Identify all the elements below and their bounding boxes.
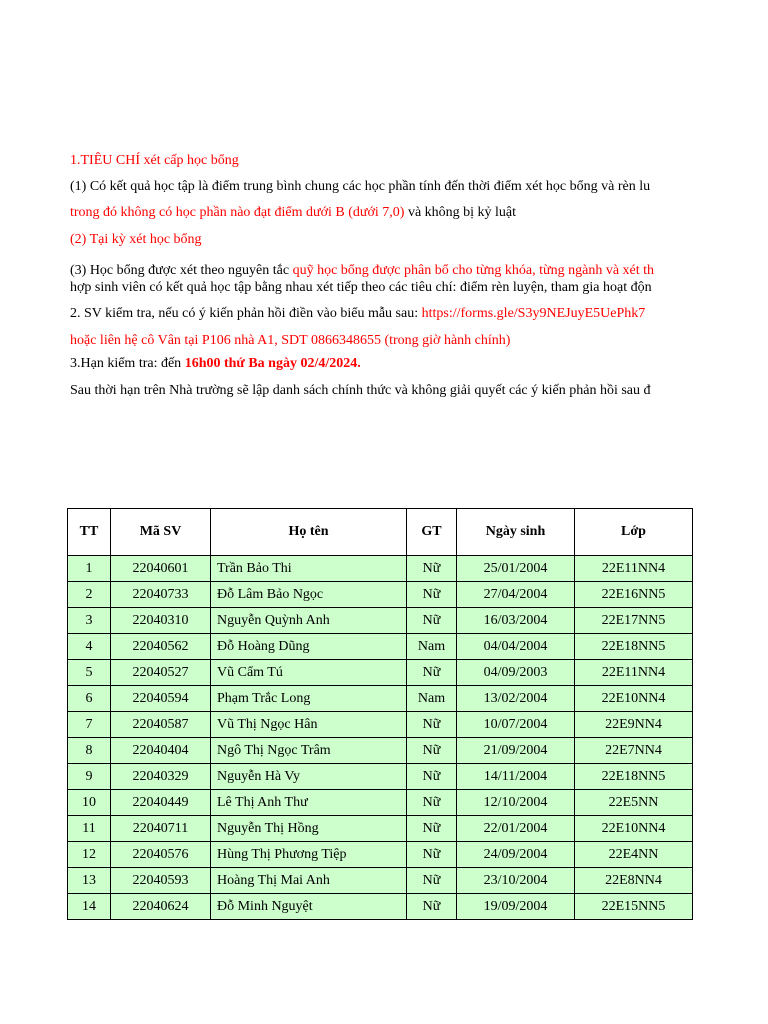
cell-full-name: Nguyễn Hà Vy (211, 764, 407, 790)
cell-student-id: 22040576 (111, 842, 211, 868)
cell-class: 22E10NN4 (575, 686, 693, 712)
criterion-3-prefix: (3) Học bổng được xét theo nguyên tắc (70, 263, 293, 278)
table-header-row (68, 509, 693, 556)
cell-full-name: Lê Thị Anh Thư (211, 790, 407, 816)
feedback-line (70, 305, 692, 322)
cell-gender: Nữ (407, 816, 457, 842)
student-table (67, 508, 693, 920)
cell-tt: 9 (68, 764, 111, 790)
cell-tt: 11 (68, 816, 111, 842)
feedback-form-link[interactable]: https://forms.gle/S3y9NEJuyE5UePhk7 (421, 306, 646, 321)
cell-full-name: Phạm Trắc Long (211, 686, 407, 712)
cell-full-name: Nguyễn Thị Hồng (211, 816, 407, 842)
criterion-1-text: (1) Có kết quả học tập là điểm trung bình chung các học phần tính đến thời điểm xét học bổng và rèn lu (70, 179, 651, 194)
cell-birth-date: 10/07/2004 (457, 712, 575, 738)
cell-full-name: Đỗ Hoàng Dũng (211, 634, 407, 660)
table-row (68, 686, 693, 712)
cell-birth-date: 16/03/2004 (457, 608, 575, 634)
cell-class: 22E7NN4 (575, 738, 693, 764)
cell-student-id: 22040594 (111, 686, 211, 712)
cell-birth-date: 23/10/2004 (457, 868, 575, 894)
cell-student-id: 22040310 (111, 608, 211, 634)
cell-tt: 2 (68, 582, 111, 608)
cell-student-id: 22040449 (111, 790, 211, 816)
cell-full-name: Vũ Thị Ngọc Hân (211, 712, 407, 738)
cell-class: 22E17NN5 (575, 608, 693, 634)
cell-full-name: Ngô Thị Ngọc Trâm (211, 738, 407, 764)
table-row (68, 790, 693, 816)
cell-student-id: 22040329 (111, 764, 211, 790)
cell-tt: 14 (68, 894, 111, 920)
cell-full-name: Vũ Cẩm Tú (211, 660, 407, 686)
cell-birth-date: 25/01/2004 (457, 556, 575, 582)
cell-student-id: 22040711 (111, 816, 211, 842)
cell-class: 22E8NN4 (575, 868, 693, 894)
table-row (68, 608, 693, 634)
header-birth-date: Ngày sinh (457, 509, 575, 556)
cell-class: 22E15NN5 (575, 894, 693, 920)
cell-class: 22E9NN4 (575, 712, 693, 738)
cell-tt: 6 (68, 686, 111, 712)
cell-full-name: Nguyễn Quỳnh Anh (211, 608, 407, 634)
cell-student-id: 22040587 (111, 712, 211, 738)
header-full-name: Họ tên (211, 509, 407, 556)
cell-student-id: 22040601 (111, 556, 211, 582)
cell-class: 22E4NN (575, 842, 693, 868)
cell-class: 22E11NN4 (575, 660, 693, 686)
feedback-prefix: 2. SV kiểm tra, nếu có ý kiến phản hồi điền vào biểu mẫu sau: (70, 306, 422, 321)
cell-birth-date: 27/04/2004 (457, 582, 575, 608)
cell-class: 22E11NN4 (575, 556, 693, 582)
cell-student-id: 22040527 (111, 660, 211, 686)
cell-class: 22E16NN5 (575, 582, 693, 608)
cell-gender: Nam (407, 686, 457, 712)
cell-tt: 4 (68, 634, 111, 660)
cell-student-id: 22040404 (111, 738, 211, 764)
criterion-3-line-2: hợp sinh viên có kết quả học tập bằng nhau xét tiếp theo các tiêu chí: điểm rèn luyện, tham gia hoạt độn (70, 280, 652, 295)
cell-gender: Nữ (407, 842, 457, 868)
criterion-2-text: (2) Tại kỳ xét học bổng (70, 232, 202, 247)
cell-gender: Nữ (407, 712, 457, 738)
cell-tt: 13 (68, 868, 111, 894)
cell-full-name: Hùng Thị Phương Tiệp (211, 842, 407, 868)
cell-student-id: 22040624 (111, 894, 211, 920)
table-row (68, 738, 693, 764)
criterion-1-discipline: và không bị kỷ luật (404, 205, 517, 220)
cell-tt: 8 (68, 738, 111, 764)
header-tt: TT (68, 509, 111, 556)
cell-birth-date: 19/09/2004 (457, 894, 575, 920)
table-row (68, 816, 693, 842)
header-class: Lớp (575, 509, 693, 556)
scholarship-notice (0, 0, 768, 420)
table-row (68, 842, 693, 868)
cell-student-id: 22040593 (111, 868, 211, 894)
cell-class: 22E5NN (575, 790, 693, 816)
table-row (68, 712, 693, 738)
cell-tt: 5 (68, 660, 111, 686)
cell-birth-date: 21/09/2004 (457, 738, 575, 764)
table-row (68, 764, 693, 790)
cell-full-name: Đỗ Lâm Bảo Ngọc (211, 582, 407, 608)
cell-birth-date: 24/09/2004 (457, 842, 575, 868)
cell-gender: Nữ (407, 894, 457, 920)
cell-tt: 10 (68, 790, 111, 816)
cell-tt: 3 (68, 608, 111, 634)
contact-line: hoặc liên hệ cô Vân tại P106 nhà A1, SDT 0866348655 (trong giờ hành chính) (70, 333, 511, 348)
table-row (68, 894, 693, 920)
table-row (68, 634, 693, 660)
deadline-prefix: 3.Hạn kiểm tra: đến (70, 356, 185, 371)
cell-birth-date: 14/11/2004 (457, 764, 575, 790)
header-gender: GT (407, 509, 457, 556)
cell-class: 22E18NN5 (575, 764, 693, 790)
cell-student-id: 22040562 (111, 634, 211, 660)
cell-full-name: Hoàng Thị Mai Anh (211, 868, 407, 894)
table-row (68, 868, 693, 894)
cell-gender: Nam (407, 634, 457, 660)
criterion-1-highlight: trong đó không có học phần nào đạt điểm dưới B (dưới 7,0) (70, 205, 405, 220)
deadline-value: 16h00 thứ Ba ngày 02/4/2024. (184, 356, 361, 371)
cell-class: 22E18NN5 (575, 634, 693, 660)
cell-gender: Nữ (407, 764, 457, 790)
cell-gender: Nữ (407, 738, 457, 764)
header-student-id: Mã SV (111, 509, 211, 556)
final-note: Sau thời hạn trên Nhà trường sẽ lập danh sách chính thức và không giải quyết các ý kiến phản hồi sau đ (70, 383, 651, 398)
cell-birth-date: 04/04/2004 (457, 634, 575, 660)
table-row (68, 556, 693, 582)
cell-gender: Nữ (407, 660, 457, 686)
cell-class: 22E10NN4 (575, 816, 693, 842)
cell-birth-date: 13/02/2004 (457, 686, 575, 712)
cell-birth-date: 22/01/2004 (457, 816, 575, 842)
cell-full-name: Trần Bảo Thi (211, 556, 407, 582)
cell-tt: 12 (68, 842, 111, 868)
table-row (68, 660, 693, 686)
cell-gender: Nữ (407, 582, 457, 608)
cell-birth-date: 04/09/2003 (457, 660, 575, 686)
criteria-heading: 1.TIÊU CHÍ xét cấp học bổng (70, 153, 239, 168)
cell-gender: Nữ (407, 556, 457, 582)
cell-tt: 7 (68, 712, 111, 738)
criterion-3-line-1 (70, 262, 692, 279)
cell-gender: Nữ (407, 868, 457, 894)
student-table-container (67, 508, 692, 920)
deadline-line (70, 355, 692, 372)
cell-student-id: 22040733 (111, 582, 211, 608)
table-row (68, 582, 693, 608)
criterion-3-highlight: quỹ học bổng được phân bổ cho từng khóa, từng ngành và xét th (292, 263, 655, 278)
cell-gender: Nữ (407, 790, 457, 816)
cell-gender: Nữ (407, 608, 457, 634)
criterion-1-continuation (70, 204, 692, 221)
cell-tt: 1 (68, 556, 111, 582)
cell-birth-date: 12/10/2004 (457, 790, 575, 816)
cell-full-name: Đỗ Minh Nguyệt (211, 894, 407, 920)
